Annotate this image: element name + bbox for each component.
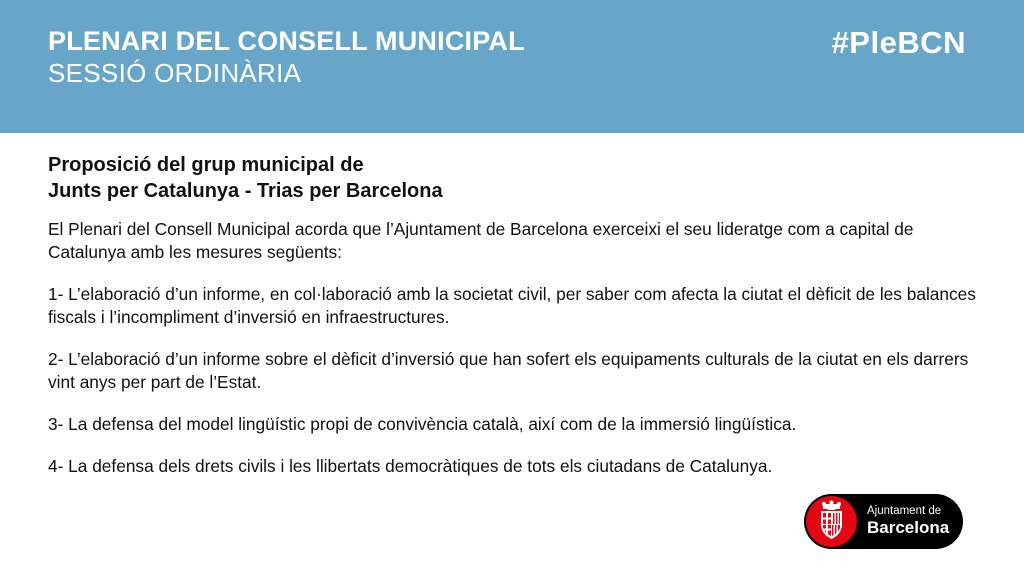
logo-line-2: Barcelona (867, 518, 950, 537)
heading-line-1: Proposició del grup municipal de (48, 154, 364, 176)
proposal-heading (48, 152, 978, 204)
measure-3: 3- La defensa del model lingüístic propi de convivència català, així com de la immersió lingüística. (48, 414, 797, 434)
hashtag: #PleBCN (831, 25, 966, 60)
ajuntament-logo (804, 494, 963, 549)
proposal-content (48, 152, 978, 497)
intro-paragraph: El Plenari del Consell Municipal acorda que l’Ajuntament de Barcelona exerceixi el seu lideratge com a capital de Catalunya amb les mesures següents: (48, 219, 914, 262)
header-banner (0, 0, 1024, 133)
barcelona-coat-of-arms-icon (806, 496, 857, 547)
heading-line-2: Junts per Catalunya - Trias per Barcelona (48, 180, 443, 202)
measure-1: 1- L’elaboració d’un informe, en col·laboració amb la societat civil, per saber com afecta la ciutat el dèficit de les balances fiscals i l’incompliment d’inversió en infraestructures. (48, 284, 976, 327)
measure-2: 2- L’elaboració d’un informe sobre el dèficit d’inversió que han sofert els equipaments culturals de la ciutat en els darrers vint anys per part de l’Estat. (48, 349, 969, 392)
logo-line-1: Ajuntament de (867, 505, 942, 517)
page-title: PLENARI DEL CONSELL MUNICIPAL (48, 26, 525, 56)
page-subtitle: SESSIÓ ORDINÀRIA (48, 58, 302, 88)
measure-4: 4- La defensa dels drets civils i les llibertats democràtiques de tots els ciutadans de Catalunya. (48, 456, 773, 476)
